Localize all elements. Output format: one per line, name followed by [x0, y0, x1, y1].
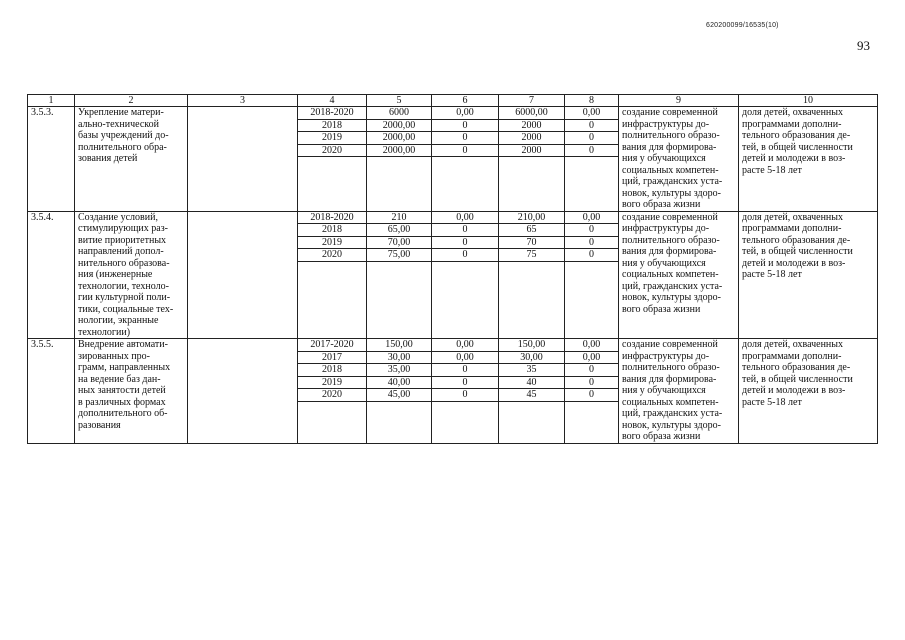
text-line: инфраструктуры до- [622, 223, 710, 234]
federal-amount: 0 [432, 119, 499, 132]
federal-amount: 0,00 [432, 211, 499, 224]
federal-amount: 0,00 [432, 107, 499, 120]
text-line: нительного образова- [78, 257, 170, 269]
text-line: вого образа жизни [622, 303, 701, 315]
document-id: 620200099/16535(10) [706, 22, 779, 29]
column-header-6: 6 [432, 95, 499, 107]
total-amount: 65,00 [367, 224, 432, 237]
empty-cell [565, 157, 619, 212]
total-amount: 45,00 [367, 389, 432, 402]
expected-result [619, 211, 739, 339]
text-line: ния (инженерные [78, 269, 153, 280]
text-line: расте 5-18 лет [742, 164, 802, 176]
federal-amount: 0 [432, 376, 499, 389]
regional-amount: 2000 [499, 144, 565, 157]
regional-amount: 65 [499, 224, 565, 237]
page-number: 93 [857, 38, 870, 53]
item-description [75, 107, 188, 212]
executor-cell [188, 107, 298, 212]
text-line: вания для формирова- [622, 373, 717, 385]
indicator [739, 339, 878, 444]
text-line: тельного образования де- [742, 234, 851, 246]
text-line: ных занятости детей [78, 385, 166, 396]
other-amount: 0 [565, 144, 619, 157]
total-amount: 75,00 [367, 249, 432, 262]
year-cell: 2018 [298, 224, 367, 237]
text-line: доля детей, охваченных [742, 211, 844, 223]
federal-amount: 0 [432, 132, 499, 145]
item-description [75, 211, 188, 339]
column-header-1: 1 [28, 95, 75, 107]
text-line: витие приоритетных [78, 234, 167, 246]
empty-cell [499, 261, 565, 339]
column-header-8: 8 [565, 95, 619, 107]
total-amount: 150,00 [367, 339, 432, 352]
text-line: создание современной [622, 339, 718, 350]
text-line: ния у обучающихся [622, 257, 706, 269]
year-cell: 2020 [298, 249, 367, 262]
column-header-10: 10 [739, 95, 878, 107]
other-amount: 0,00 [565, 211, 619, 224]
other-amount: 0 [565, 376, 619, 389]
text-line: детей и молодежи в воз- [742, 385, 846, 396]
federal-amount: 0 [432, 389, 499, 402]
total-amount: 2000,00 [367, 132, 432, 145]
federal-amount: 0 [432, 364, 499, 377]
year-cell: 2018-2020 [298, 107, 367, 120]
item-description [75, 339, 188, 444]
text-line: инфраструктуры до- [622, 118, 710, 130]
text-line: гии культурной поли- [78, 292, 171, 303]
item-number: 3.5.3. [28, 107, 75, 212]
text-line: тей, в общей численности [742, 246, 853, 257]
other-amount: 0 [565, 236, 619, 249]
table-row [28, 339, 878, 352]
text-line: вого образа жизни [622, 199, 701, 210]
program-table [27, 94, 878, 444]
column-header-7: 7 [499, 95, 565, 107]
text-line: социальных компетен- [622, 269, 719, 280]
federal-amount: 0 [432, 224, 499, 237]
empty-cell [565, 261, 619, 339]
column-header-2: 2 [75, 95, 188, 107]
text-line: базы учреждений до- [78, 130, 169, 141]
total-amount: 70,00 [367, 236, 432, 249]
text-line: Укрепление матери- [78, 107, 164, 118]
text-line: вого образа жизни [622, 431, 701, 442]
empty-cell [367, 157, 432, 212]
total-amount: 40,00 [367, 376, 432, 389]
executor-cell [188, 211, 298, 339]
empty-cell [499, 401, 565, 443]
text-line: вания для формирова- [622, 246, 717, 257]
year-cell: 2018-2020 [298, 211, 367, 224]
text-line: полнительного образо- [622, 130, 720, 141]
text-line: доля детей, охваченных [742, 107, 844, 118]
other-amount: 0 [565, 389, 619, 402]
text-line: тельного образования де- [742, 362, 851, 373]
text-line: расте 5-18 лет [742, 396, 802, 408]
text-line: детей и молодежи в воз- [742, 153, 846, 164]
other-amount: 0 [565, 224, 619, 237]
empty-cell [499, 157, 565, 212]
federal-amount: 0,00 [432, 351, 499, 364]
regional-amount: 6000,00 [499, 107, 565, 120]
expected-result [619, 339, 739, 444]
year-cell: 2017 [298, 351, 367, 364]
text-line: направлений допол- [78, 246, 164, 257]
text-line: на ведение баз дан- [78, 373, 161, 385]
text-line: тельного образования де- [742, 130, 851, 141]
text-line: ций, гражданских уста- [622, 176, 723, 187]
regional-amount: 150,00 [499, 339, 565, 352]
regional-amount: 210,00 [499, 211, 565, 224]
text-line: создание современной [622, 107, 718, 118]
empty-cell [432, 261, 499, 339]
indicator [739, 107, 878, 212]
other-amount: 0,00 [565, 351, 619, 364]
empty-cell [565, 401, 619, 443]
column-header-4: 4 [298, 95, 367, 107]
year-cell: 2018 [298, 364, 367, 377]
regional-amount: 2000 [499, 119, 565, 132]
item-number: 3.5.4. [28, 211, 75, 339]
text-line: технологии) [78, 326, 131, 338]
regional-amount: 45 [499, 389, 565, 402]
text-line: тики, социальные тех- [78, 303, 174, 315]
column-header-5: 5 [367, 95, 432, 107]
regional-amount: 40 [499, 376, 565, 389]
other-amount: 0 [565, 249, 619, 262]
year-cell: 2020 [298, 144, 367, 157]
empty-cell [432, 157, 499, 212]
text-line: зования детей [78, 153, 138, 164]
text-line: новок, культуры здоро- [622, 292, 721, 303]
total-amount: 2000,00 [367, 119, 432, 132]
text-line: новок, культуры здоро- [622, 419, 721, 431]
text-line: технологии, техноло- [78, 280, 169, 292]
empty-cell [298, 401, 367, 443]
text-line: программами дополни- [742, 223, 842, 234]
column-number-row [28, 95, 878, 107]
empty-cell [367, 401, 432, 443]
text-line: ния у обучающихся [622, 385, 706, 396]
text-line: дополнительного об- [78, 408, 168, 419]
year-cell: 2019 [298, 236, 367, 249]
text-line: вания для формирова- [622, 141, 717, 153]
text-line: ально-технической [78, 118, 159, 130]
text-line: социальных компетен- [622, 164, 719, 176]
text-line: детей и молодежи в воз- [742, 257, 846, 269]
table-row [28, 107, 878, 120]
federal-amount: 0,00 [432, 339, 499, 352]
text-line: новок, культуры здоро- [622, 187, 721, 199]
text-line: ций, гражданских уста- [622, 280, 723, 292]
text-line: создание современной [622, 211, 718, 223]
year-cell: 2019 [298, 376, 367, 389]
other-amount: 0,00 [565, 107, 619, 120]
table-body [28, 107, 878, 444]
regional-amount: 70 [499, 236, 565, 249]
regional-amount: 75 [499, 249, 565, 262]
item-number: 3.5.5. [28, 339, 75, 444]
empty-cell [367, 261, 432, 339]
text-line: грамм, направленных [78, 362, 171, 373]
text-line: полнительного образо- [622, 234, 720, 246]
column-header-3: 3 [188, 95, 298, 107]
text-line: доля детей, охваченных [742, 339, 844, 350]
indicator [739, 211, 878, 339]
other-amount: 0 [565, 119, 619, 132]
text-line: программами дополни- [742, 350, 842, 362]
text-line: разования [78, 419, 121, 431]
total-amount: 2000,00 [367, 144, 432, 157]
total-amount: 35,00 [367, 364, 432, 377]
regional-amount: 2000 [499, 132, 565, 145]
text-line: инфраструктуры до- [622, 350, 710, 362]
regional-amount: 30,00 [499, 351, 565, 364]
empty-cell [298, 261, 367, 339]
text-line: Создание условий, [78, 211, 158, 223]
empty-cell [298, 157, 367, 212]
other-amount: 0 [565, 364, 619, 377]
federal-amount: 0 [432, 144, 499, 157]
year-cell: 2017-2020 [298, 339, 367, 352]
year-cell: 2019 [298, 132, 367, 145]
text-line: тей, в общей численности [742, 141, 853, 153]
year-cell: 2018 [298, 119, 367, 132]
text-line: зированных про- [78, 350, 150, 362]
expected-result [619, 107, 739, 212]
total-amount: 210 [367, 211, 432, 224]
text-line: ций, гражданских уста- [622, 408, 723, 419]
total-amount: 30,00 [367, 351, 432, 364]
text-line: в различных формах [78, 396, 166, 408]
text-line: стимулирующих раз- [78, 223, 168, 234]
other-amount: 0,00 [565, 339, 619, 352]
text-line: нологии, экранные [78, 315, 159, 326]
table-row [28, 211, 878, 224]
text-line: расте 5-18 лет [742, 269, 802, 280]
federal-amount: 0 [432, 236, 499, 249]
empty-cell [432, 401, 499, 443]
text-line: программами дополни- [742, 118, 842, 130]
text-line: ния у обучающихся [622, 153, 706, 164]
text-line: полнительного обра- [78, 141, 167, 153]
text-line: социальных компетен- [622, 396, 719, 408]
text-line: Внедрение автомати- [78, 339, 168, 350]
text-line: тей, в общей численности [742, 373, 853, 385]
total-amount: 6000 [367, 107, 432, 120]
other-amount: 0 [565, 132, 619, 145]
year-cell: 2020 [298, 389, 367, 402]
federal-amount: 0 [432, 249, 499, 262]
executor-cell [188, 339, 298, 444]
column-header-9: 9 [619, 95, 739, 107]
text-line: полнительного образо- [622, 362, 720, 373]
regional-amount: 35 [499, 364, 565, 377]
